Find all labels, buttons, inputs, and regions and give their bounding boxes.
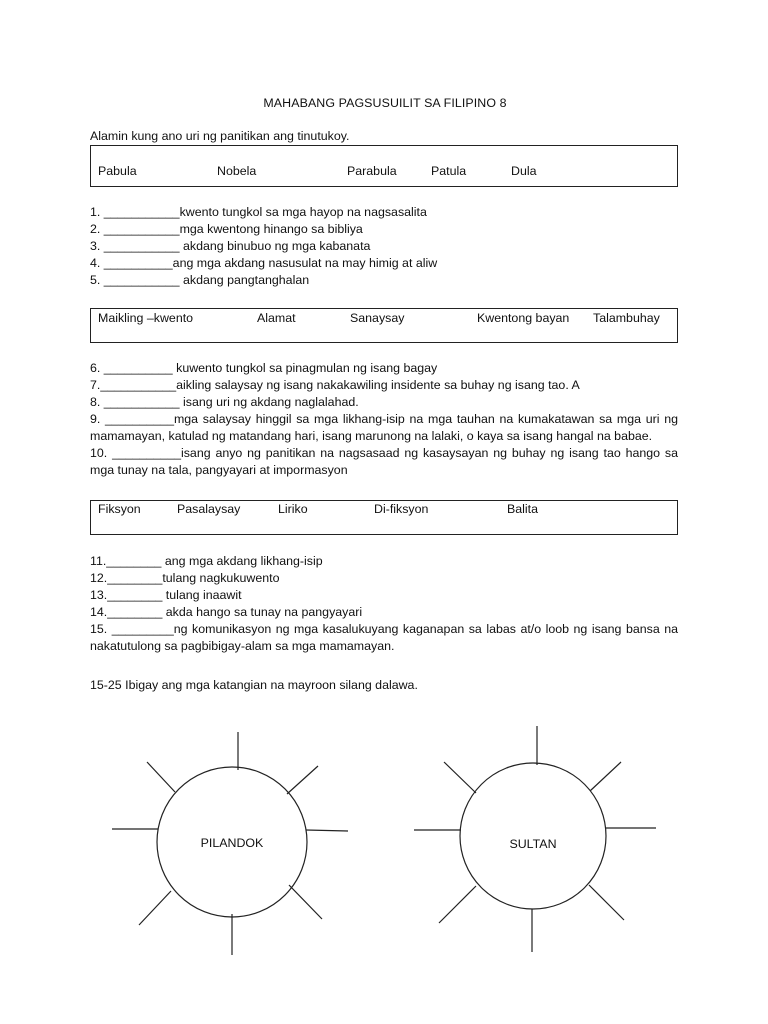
choice-alamat: Alamat — [257, 311, 296, 325]
choice-nobela: Nobela — [217, 164, 257, 178]
question-item: 7.___________aikling salaysay ng isang nakakawiling insidente sa buhay ng isang tao. A — [90, 378, 580, 392]
spoke — [439, 886, 476, 923]
question-item: 13.________ tulang inaawit — [90, 588, 242, 602]
sultan-label: SULTAN — [509, 837, 557, 851]
instruction-text: Alamin kung ano uri ng panitikan ang tinutukoy. — [90, 129, 350, 143]
question-item: 3. ___________ akdang binubuo ng mga kabanata — [90, 239, 371, 253]
question-list-1 — [90, 204, 678, 289]
question-item: 15. _________ng komunikasyon ng mga kasalukuyang kaganapan sa labas at/o loob ng isang bansa na nakatutulong sa pagbibigay-alam sa mga mamamayan. — [90, 622, 678, 653]
page-title: MAHABANG PAGSUSUILIT SA FILIPINO 8 — [263, 96, 507, 110]
choice-parabula: Parabula — [347, 164, 397, 178]
question-item: 10. __________isang anyo ng panitikan na nagsasaad ng kasaysayan ng buhay ng isang tao hango sa mga tunay na tala, pangyayari at impormasyon — [90, 446, 678, 477]
question-item: 6. __________ kuwento tungkol sa pinagmulan ng isang bagay — [90, 361, 438, 375]
question-item: 2. ___________mga kwentong hinango sa bibliya — [90, 222, 363, 236]
choice-liriko: Liriko — [278, 502, 308, 516]
spoke — [139, 891, 171, 925]
question-item: 11.________ ang mga akdang likhang-isip — [90, 554, 323, 568]
choice-box-2 — [90, 308, 678, 343]
question-item: 5. ___________ akdang pangtanghalan — [90, 273, 310, 287]
diagram-prompt: 15-25 Ibigay ang mga katangian na mayroon silang dalawa. — [90, 678, 418, 692]
question-item: 9. __________mga salaysay hinggil sa mga likhang-isip na mga tauhan na kumakatawan sa mga uri ng mamamayan, katulad ng matandang hari, isang marunong na lalaki, o kaya sa isang hangal na babae. — [90, 412, 678, 443]
question-item: 14.________ akda hango sa tunay na pangyayari — [90, 605, 363, 619]
question-item: 1. ___________kwento tungkol sa mga hayop na nagsasalita — [90, 205, 427, 219]
question-list-2 — [90, 360, 678, 479]
question-item: 8. ___________ isang uri ng akdang naglalahad. — [90, 395, 359, 409]
choice-patula: Patula — [431, 164, 467, 178]
pilandok-label: PILANDOK — [200, 836, 264, 850]
spoke — [289, 885, 322, 919]
choice-box-3 — [90, 500, 678, 535]
question-item: 4. __________ang mga akdang nasusulat na may himig at aliw — [90, 256, 438, 270]
spoke — [589, 885, 624, 920]
spoke — [590, 762, 621, 791]
spoke — [287, 766, 318, 794]
choice-maikling-kwento: Maikling –kwento — [98, 311, 194, 325]
choice-balita: Balita — [507, 502, 538, 516]
choice-dula: Dula — [511, 164, 537, 178]
choice-talambuhay: Talambuhay — [593, 311, 660, 325]
choice-kwentong-bayan: Kwentong bayan — [477, 311, 570, 325]
choice-pasalaysay: Pasalaysay — [177, 502, 241, 516]
choice-sanaysay: Sanaysay — [350, 311, 405, 325]
choice-pabula: Pabula — [98, 164, 137, 178]
spoke — [444, 762, 476, 793]
choice-di-fiksyon: Di-fiksyon — [374, 502, 429, 516]
choice-box-1 — [90, 145, 678, 187]
spoke — [306, 830, 348, 831]
choice-fiksyon: Fiksyon — [98, 502, 141, 516]
question-item: 12.________tulang nagkukuwento — [90, 571, 280, 585]
question-list-3 — [90, 553, 678, 655]
spoke — [147, 762, 175, 792]
